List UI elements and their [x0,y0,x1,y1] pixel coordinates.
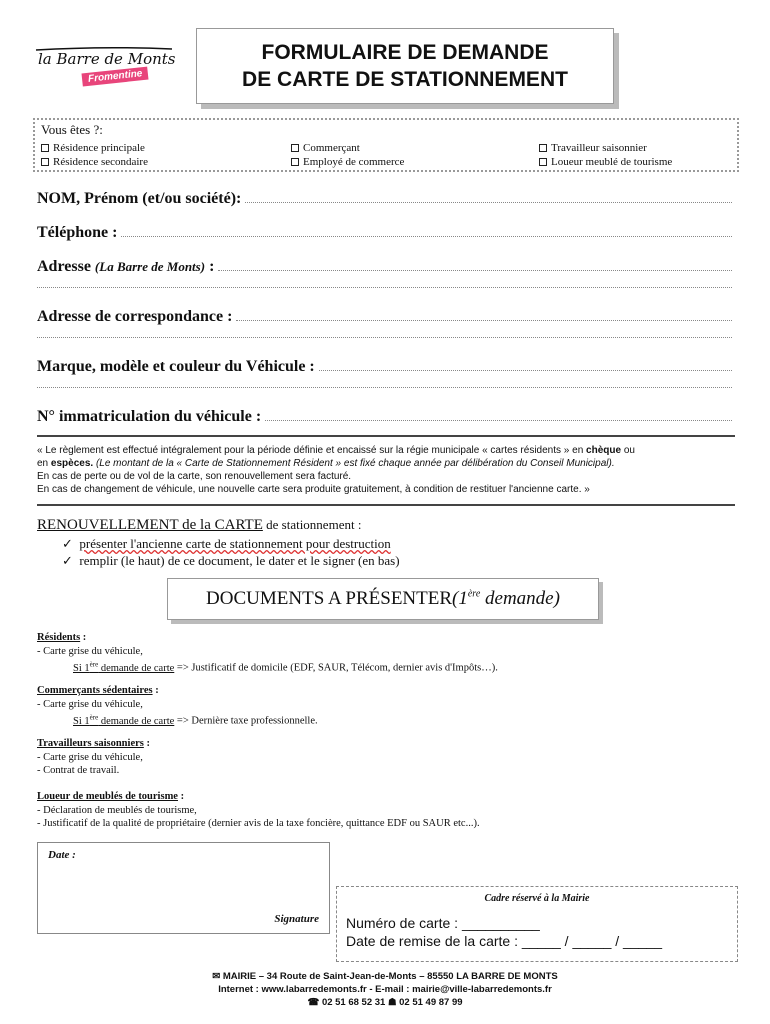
date-label: Date : [48,849,76,861]
section-loueur: Loueur de meublés de tourisme : - Déclaration de meublés de tourisme, - Justificatif de la qualité de propriétaire (dernier avis de la taxe foncière, quittance EDF ou SAUR etc...). [37,791,480,829]
option-travailleur-saisonnier[interactable]: Travailleur saisonnier [539,141,672,155]
title-line-2: DE CARTE DE STATIONNEMENT [242,68,568,91]
correspondence-field[interactable]: Adresse de correspondance : [37,308,732,326]
checkbox[interactable] [41,144,49,152]
footer-address: ✉ MAIRIE – 34 Route de Saint-Jean-de-Monts – 85550 LA BARRE DE MONTS [212,971,558,982]
address-field[interactable]: Adresse (La Barre de Monts) : [37,258,732,276]
logo [34,42,174,86]
vehicle-field[interactable]: Marque, modèle et couleur du Véhicule : [37,358,732,376]
option-loueur-meuble[interactable]: Loueur meublé de tourisme [539,155,672,169]
checkbox[interactable] [291,158,299,166]
date-signature-box[interactable] [37,842,330,934]
divider [37,504,735,506]
mairie-reserved-box [336,886,738,962]
option-residence-principale[interactable]: Résidence principale [41,141,291,155]
title-line-1: FORMULAIRE DE DEMANDE [261,41,549,64]
section-travailleurs: Travailleurs saisonniers : - Carte grise du véhicule, - Contrat de travail. [37,738,150,776]
mairie-caption: Cadre réservé à la Mairie [484,893,590,904]
section-commercants: Commerçants sédentaires : - Carte grise du véhicule, Si 1ère demande de carte => Dernière taxe professionnelle. [37,685,318,727]
footer-contact: Internet : www.labarredemonts.fr - E-mail : mairie@ville-labarredemonts.fr [218,984,552,995]
card-number-line: Numéro de carte : __________ [346,915,540,931]
checkbox[interactable] [291,144,299,152]
option-employe-commerce[interactable]: Employé de commerce [291,155,539,169]
checkbox[interactable] [539,158,547,166]
page-title [196,28,614,104]
renewal-heading: RENOUVELLEMENT de la CARTE de stationnement : [37,517,362,533]
correspondence-line-2[interactable] [37,337,732,338]
option-commercant[interactable]: Commerçant [291,141,539,155]
vehicle-line-2[interactable] [37,387,732,388]
documents-title: DOCUMENTS A PRÉSENTER (1ère demande) [167,578,599,620]
status-section [33,118,739,172]
option-residence-secondaire[interactable]: Résidence secondaire [41,155,291,169]
footer-phone: ☎ 02 51 68 52 31 ☗ 02 51 49 87 99 [307,997,463,1008]
address-line-2[interactable] [37,287,732,288]
issue-date-line: Date de remise de la carte : _____ / _____ / _____ [346,933,662,949]
section-residents: Résidents : - Carte grise du véhicule, Si 1ère demande de carte => Justificatif de domicile (EDF, SAUR, Télécom, dernier avis d'Impôts…). [37,632,498,674]
name-field[interactable]: NOM, Prénom (et/ou société): [37,190,732,208]
renewal-item: ✓ présenter l'ancienne carte de stationnement pour destruction [62,536,391,551]
logo-script: la Barre de Monts [38,50,176,68]
footer [0,970,770,1009]
checkbox[interactable] [41,158,49,166]
status-label: Vous êtes ?: [41,122,103,137]
divider [37,435,735,437]
payment-notice: « Le règlement est effectué intégralement pour la période définie et encaissé sur la régie municipale « cartes résidents » en chèque ou en espèces. (Le montant de la « Carte de Stationnement Résident » est fixé chaque année par délibération du Conseil Municipal). En cas de perte ou de vol de la carte, son renouvellement sera facturé. En cas de changement de véhicule, une nouvelle carte sera produite gratuitement, à condition de restituer l'ancienne carte. » [37,445,635,495]
signature-label: Signature [274,913,319,925]
checkbox[interactable] [539,144,547,152]
logo-ribbon: Fromentine [82,67,149,87]
phone-field[interactable]: Téléphone : [37,224,732,242]
renewal-item: ✓ remplir (le haut) de ce document, le dater et le signer (en bas) [62,553,400,568]
plate-field[interactable]: N° immatriculation du véhicule : [37,408,732,426]
